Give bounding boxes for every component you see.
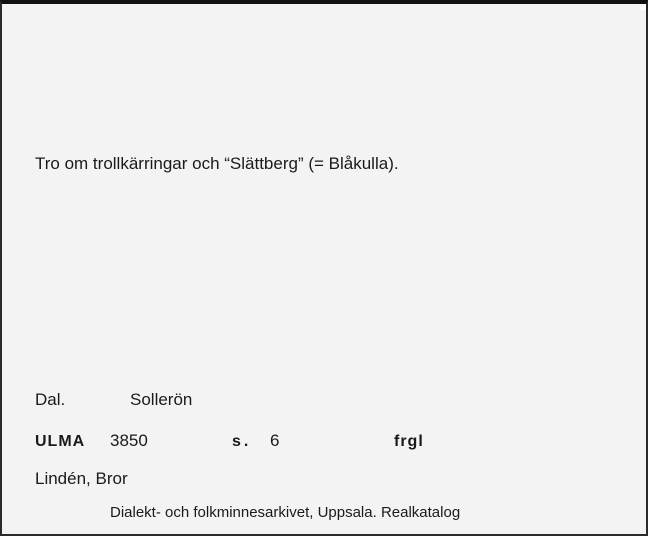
card-footer: Dialekt- och folkminnesarkivet, Uppsala. Realkatalog — [110, 504, 461, 521]
card-page-number: 6 — [270, 431, 280, 450]
card-region: Dal. — [35, 390, 66, 409]
card-category: frgl — [394, 433, 424, 450]
card-collector: Lindén, Bror — [35, 469, 128, 488]
card-page-label: s. — [232, 433, 252, 450]
card-corner — [640, 4, 646, 10]
card-topic: Tro om trollkärringar och “Slättberg” (= Blåkulla). — [35, 154, 399, 173]
card-record-number: 3850 — [110, 431, 148, 450]
card-parish: Sollerön — [130, 390, 193, 409]
card-archive-code: ULMA — [35, 433, 86, 450]
